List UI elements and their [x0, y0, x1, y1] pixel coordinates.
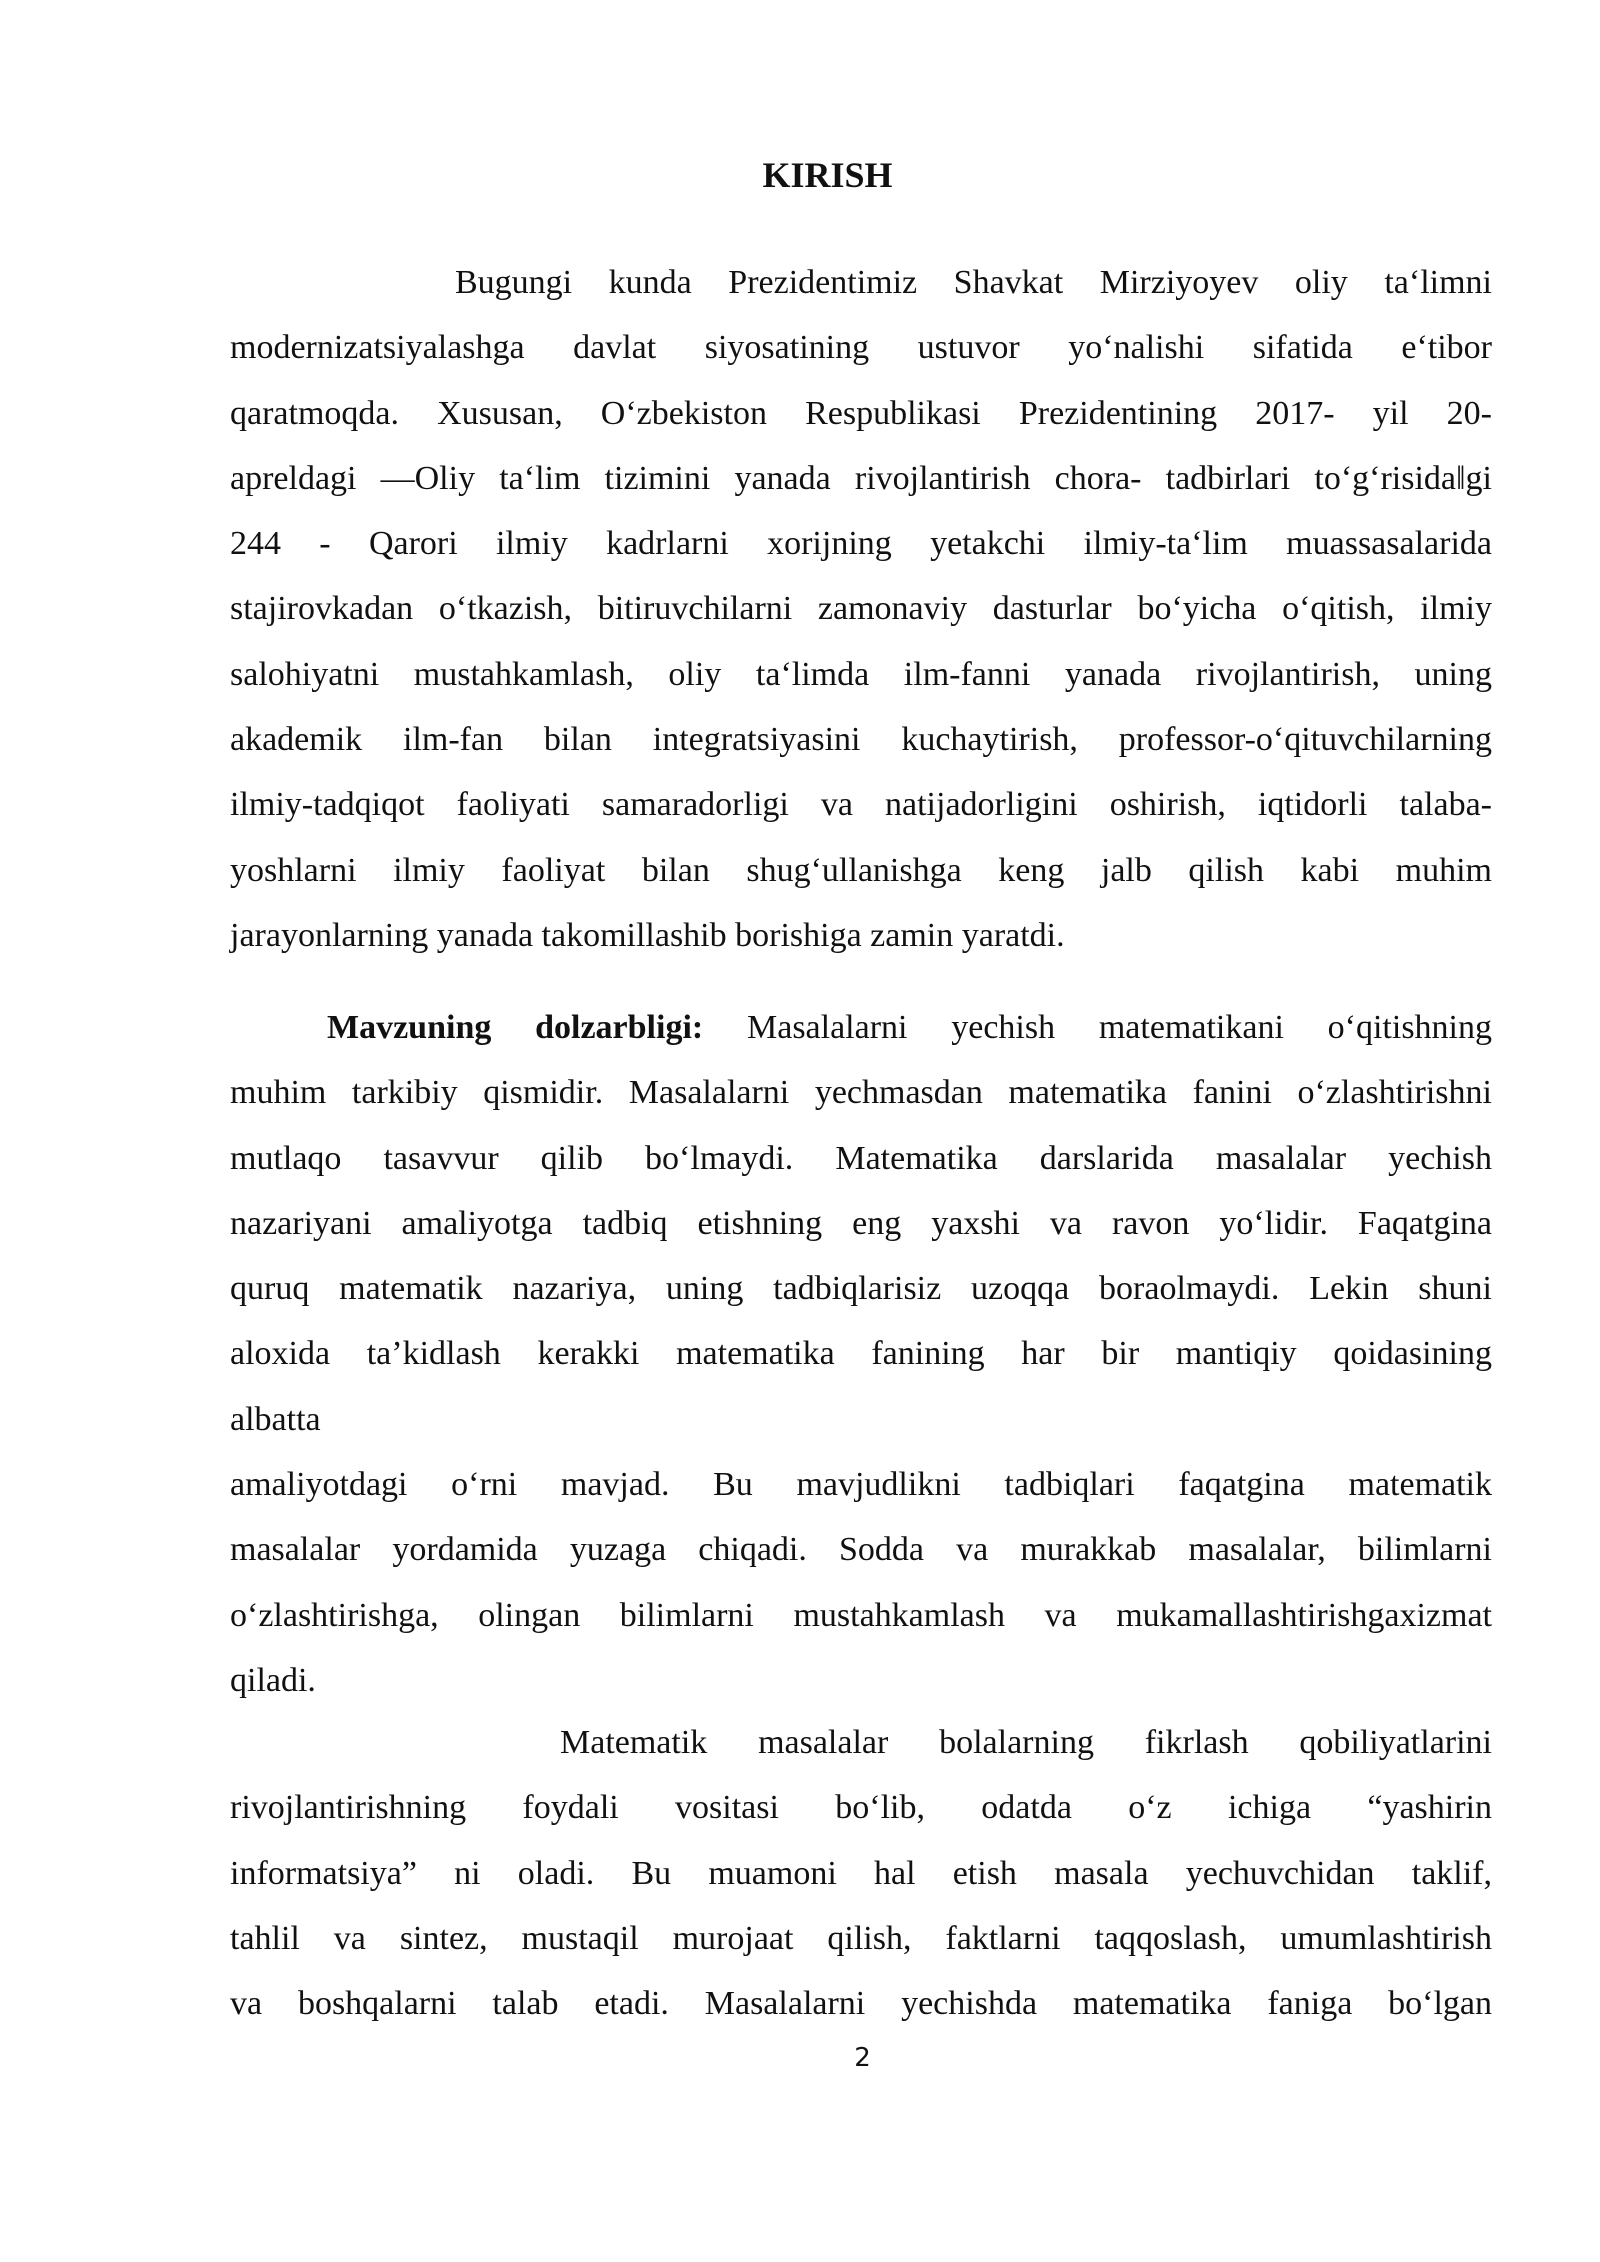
text-line: Bugungi kunda Prezidentimiz Shavkat Mirziyoyev oliy taʻlimni — [455, 264, 1492, 301]
text-line: tahlil va sintez, mustaqil murojaat qilish, faktlarni taqqoslash, umumlashtirish — [230, 1919, 1492, 1957]
text-line: masalalar yordamida yuzaga chiqadi. Sodda va murakkab masalalar, bilimlarni — [230, 1531, 1492, 1569]
text-line: aloxida ta’kidlash kerakki matematika fanining har bir mantiqiy qoidasining — [230, 1335, 1492, 1373]
text-line: qaratmoqda. Xususan, Oʻzbekiston Respublikasi Prezidentining 2017- yil 20- — [230, 394, 1492, 432]
text-line: modernizatsiyalashga davlat siyosatining ustuvor yoʻnalishi sifatida eʻtibor — [230, 329, 1492, 367]
text-line: 244 - Qarori ilmiy kadrlarni xorijning yetakchi ilmiy-taʻlim muassasalarida — [230, 525, 1492, 563]
text-line: quruq matematik nazariya, uning tadbiqlarisiz uzoqqa boraolmaydi. Lekin shuni — [230, 1270, 1492, 1308]
paragraph-intro — [230, 250, 1492, 968]
text-line: apreldagi ―Oliy taʻlim tizimini yanada rivojlantirish chora- tadbirlari toʻgʻrisida‖gi — [230, 459, 1492, 497]
text-line: ilmiy-tadqiqot faoliyati samaradorligi va natijadorligini oshirish, iqtidorli talaba- — [230, 786, 1492, 824]
text-line: mutlaqo tasavvur qilib boʻlmaydi. Matematika darslarida masalalar yechish — [230, 1139, 1492, 1177]
text-line: oʻzlashtirishga, olingan bilimlarni mustahkamlash va mukamallashtirishgaxizmat — [230, 1596, 1492, 1634]
text-line: rivojlantirishning foydali vositasi boʻlib, odatda oʻz ichiga “yashirin — [230, 1789, 1492, 1827]
page-title: KIRISH — [762, 155, 893, 195]
text-line: akademik ilm-fan bilan integratsiyasini kuchaytirish, professor-oʻqituvchilarning — [230, 721, 1492, 759]
text-line: jarayonlarning yanada takomillashib borishiga zamin yaratdi. — [230, 916, 1065, 954]
text-line: informatsiya” ni oladi. Bu muamoni hal etish masala yechuvchidan taklif, — [230, 1854, 1492, 1892]
section-lead-heading: Mavzuning dolzarbligi: — [327, 1009, 704, 1046]
page-number: 2 — [854, 2043, 871, 2073]
text-line-rest: Masalalarni yechish matematikani oʻqitishning — [703, 1009, 1492, 1046]
text-line: qiladi. — [230, 1661, 316, 1699]
text-line: amaliyotdagi oʻrni mavjad. Bu mavjudlikni tadbiqlari faqatgina matematik — [230, 1466, 1492, 1504]
paragraph-problems — [230, 1710, 1492, 2036]
text-line: nazariyani amaliyotga tadbiq etishning eng yaxshi va ravon yoʻlidir. Faqatgina — [230, 1204, 1492, 1242]
text-line: stajirovkadan oʻtkazish, bitiruvchilarni zamonaviy dasturlar boʻyicha oʻqitish, ilmiy — [230, 590, 1492, 628]
text-line: yoshlarni ilmiy faoliyat bilan shugʻullanishga keng jalb qilish kabi muhim — [230, 851, 1492, 889]
text-line: Matematik masalalar bolalarning fikrlash qobiliyatlarini — [560, 1724, 1492, 1761]
text-line — [230, 995, 1492, 1060]
text-line: muhim tarkibiy qismidir. Masalalarni yechmasdan matematika fanini oʻzlashtirishni — [230, 1074, 1492, 1112]
paragraph-relevance — [230, 995, 1492, 1713]
text-line: salohiyatni mustahkamlash, oliy taʻlimda ilm-fanni yanada rivojlantirish, uning — [230, 655, 1492, 693]
text-line: albatta — [230, 1400, 321, 1438]
text-line: va boshqalarni talab etadi. Masalalarni yechishda matematika faniga boʻlgan — [230, 1985, 1492, 2023]
